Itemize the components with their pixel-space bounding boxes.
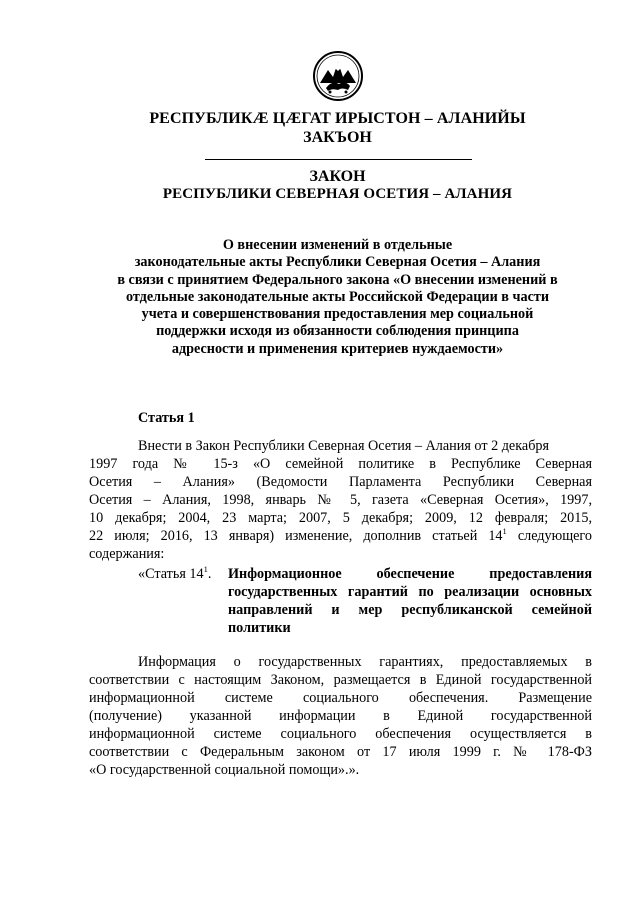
paragraph-line: «О государственной социальной помощи».». — [89, 762, 360, 778]
new-article-heading-line: политики — [228, 620, 291, 636]
superscript: 1 — [203, 564, 208, 574]
paragraph-line: Информация о государственных гарантиях, предоставляемых в — [138, 654, 592, 670]
law-title-line: отдельные законодательные акты Российской Федерации в части — [125, 288, 550, 305]
law-title-line: поддержки исходя из обязанности соблюдения принципа — [156, 323, 519, 340]
paragraph-line — [89, 528, 592, 545]
russian-law-label: ЗАКОН — [309, 168, 366, 185]
article-heading: Статья 1 — [138, 410, 195, 426]
new-article-heading-line: государственных гарантий по реализации основных — [228, 584, 592, 600]
new-article-heading-line: направлений и мер республиканской семейной — [228, 602, 592, 618]
coat-of-arms-icon — [312, 50, 364, 102]
paragraph-line: информационной системе социального обеспечения осуществляется в — [89, 726, 592, 742]
paragraph-line: содержания: — [89, 546, 165, 562]
law-title-line: законодательные акты Республики Северная Осетия – Алания — [134, 254, 541, 271]
law-title — [100, 237, 575, 358]
new-article-label: «Статья $14^1$. — [138, 564, 212, 582]
paragraph-line-text: следующего — [506, 528, 592, 544]
paragraph-line: (получение) указанной информации в Единой государственной — [89, 708, 592, 724]
paragraph-line-text: 22 июля; 2016, 13 января) изменение, дополнив статьей 14 — [89, 528, 503, 544]
ossetian-law-label: ЗАКЪОН — [303, 129, 372, 146]
paragraph-line: 1997 года № 15-з «О семейной политике в Республике Северная — [89, 456, 592, 472]
law-title-line: в связи с принятием Федерального закона «О внесении изменений в — [117, 271, 558, 288]
law-title-line: адресности и применения критериев нуждаемости» — [171, 340, 504, 357]
russian-republic-name: РЕСПУБЛИКИ СЕВЕРНАЯ ОСЕТИЯ – АЛАНИЯ — [162, 186, 513, 202]
paragraph-line: соответствии с Федеральным законом от 17 июля 1999 г. № 178-ФЗ — [89, 744, 592, 760]
new-article-heading-line: Информационное обеспечение предоставления — [228, 566, 592, 582]
law-title-line: учета и совершенствования предоставления мер социальной — [141, 306, 534, 323]
paragraph-line: Осетия – Алания, 1998, январь № 5, газета «Северная Осетия», 1997, — [89, 492, 592, 508]
ossetian-republic-name: РЕСПУБЛИКӔ ЦӔГАТ ИРЫСТОН – АЛАНИЙЫ — [149, 110, 526, 127]
paragraph-line: информационной системе социального обеспечения. Размещение — [89, 690, 592, 706]
paragraph-line: 10 декабря; 2004, 23 марта; 2007, 5 декабря; 2009, 12 февраля; 2015, — [89, 510, 592, 526]
superscript: 1 — [502, 526, 507, 536]
header-divider — [205, 159, 472, 160]
paragraph-line: соответствии с настоящим Законом, размещается в Единой государственной — [89, 672, 592, 688]
paragraph-line: Осетия – Алания» (Ведомости Парламента Республики Северная — [89, 474, 592, 490]
paragraph-line: Внести в Закон Республики Северная Осетия – Алания от 2 декабря — [138, 438, 550, 454]
law-title-line: О внесении изменений в отдельные — [222, 237, 453, 253]
